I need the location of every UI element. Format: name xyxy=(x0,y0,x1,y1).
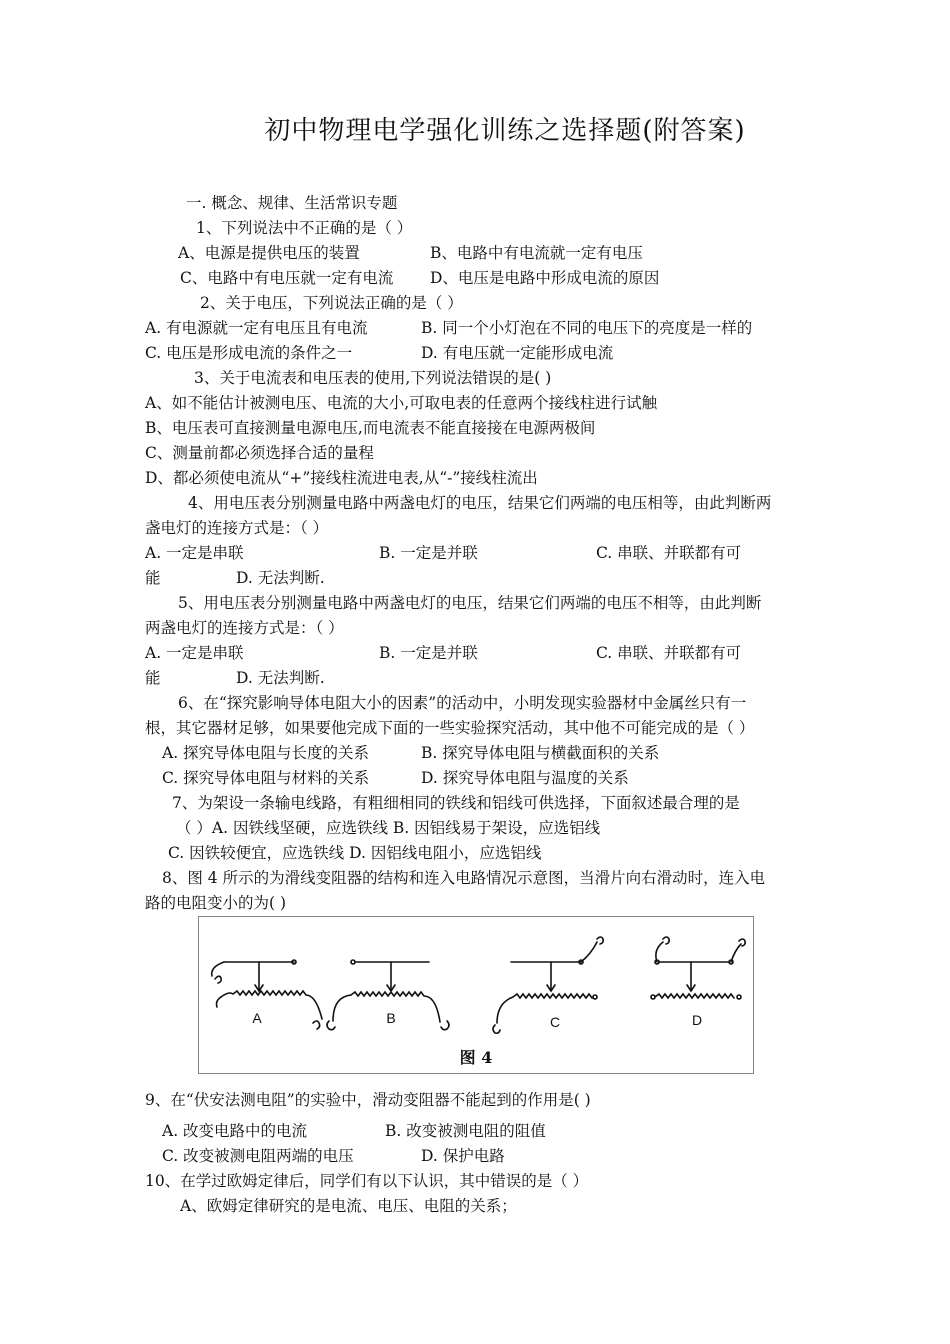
q1-option-b: B、电路中有电流就一定有电压 xyxy=(430,244,643,262)
q9-option-b: B. 改变被测电阻的阻值 xyxy=(385,1122,546,1140)
q1-option-d: D、电压是电路中形成电流的原因 xyxy=(430,269,660,287)
diagram-label-b: B xyxy=(386,1010,396,1026)
q2-option-b: B. 同一个小灯泡在不同的电压下的亮度是一样的 xyxy=(421,319,753,337)
diagram-label-c: C xyxy=(549,1014,561,1030)
q2-option-c: C. 电压是形成电流的条件之一 xyxy=(145,344,353,362)
q4-stem-line1: 4、用电压表分别测量电路中两盏电灯的电压，结果它们两端的电压相等，由此判断两 xyxy=(188,494,772,512)
q5-option-c: C. 串联、并联都有可 xyxy=(596,644,742,662)
q4-option-a: A. 一定是串联 xyxy=(145,544,244,562)
q1-option-c: C、电路中有电压就一定有电流 xyxy=(180,269,394,287)
q9-option-d: D. 保护电路 xyxy=(421,1147,505,1165)
q3-option-d: D、都必须使电流从“+”接线柱流进电表,从“-”接线柱流出 xyxy=(145,469,538,487)
q4-option-b: B. 一定是并联 xyxy=(379,544,478,562)
q6-stem-line1: 6、在“探究影响导体电阻大小的因素”的活动中，小明发现实验器材中金属丝只有一 xyxy=(178,694,747,712)
q9-stem: 9、在“伏安法测电阻”的实验中，滑动变阻器不能起到的作用是( ) xyxy=(145,1091,591,1109)
q3-stem: 3、关于电流表和电压表的使用,下列说法错误的是( ) xyxy=(194,369,552,387)
q6-option-b: B. 探究导体电阻与横截面积的关系 xyxy=(421,744,660,762)
q7-options-line1: （ ）A. 因铁线坚硬，应选铁线 B. 因铝线易于架设，应选铝线 xyxy=(176,819,601,837)
rheostat-a-diagram xyxy=(212,960,322,1029)
section-heading: 一. 概念、规律、生活常识专题 xyxy=(186,194,398,212)
q2-stem: 2、关于电压，下列说法正确的是（ ） xyxy=(200,294,463,312)
q9-option-a: A. 改变电路中的电流 xyxy=(162,1122,308,1140)
q5-option-b: B. 一定是并联 xyxy=(379,644,478,662)
q7-options-line2: C. 因铁较便宜，应选铁线 D. 因铝线电阻小，应选铝线 xyxy=(168,844,542,862)
q5-option-c-wrap: 能 xyxy=(145,669,161,687)
q5-stem-line1: 5、用电压表分别测量电路中两盏电灯的电压，结果它们两端的电压不相等，由此判断 xyxy=(178,594,762,612)
q2-option-d: D. 有电压就一定能形成电流 xyxy=(421,344,614,362)
q3-option-c: C、测量前都必须选择合适的量程 xyxy=(145,444,374,462)
q4-option-d: D. 无法判断. xyxy=(236,569,325,587)
q10-option-a: A、欧姆定律研究的是电流、电压、电阻的关系； xyxy=(180,1197,517,1215)
q5-stem-line2: 两盏电灯的连接方式是：（ ） xyxy=(145,619,344,637)
diagram-label-d: D xyxy=(691,1012,703,1028)
q1-option-a: A、电源是提供电压的装置 xyxy=(178,244,360,262)
q8-stem-line2: 路的电阻变小的为( ) xyxy=(145,894,287,912)
rheostat-figure xyxy=(198,916,754,1074)
q2-option-a: A. 有电源就一定有电压且有电流 xyxy=(145,319,368,337)
q10-stem: 10、在学过欧姆定律后，同学们有以下认识，其中错误的是（ ） xyxy=(145,1172,589,1190)
page-title: 初中物理电学强化训练之选择题(附答案) xyxy=(264,116,746,146)
q6-stem-line2: 根，其它器材足够，如果要他完成下面的一些实验探究活动，其中他不可能完成的是（ ） xyxy=(145,719,755,737)
q3-option-b: B、电压表可直接测量电源电压,而电流表不能直接接在电源两极间 xyxy=(145,419,596,437)
q6-option-c: C. 探究导体电阻与材料的关系 xyxy=(162,769,370,787)
q4-option-c: C. 串联、并联都有可 xyxy=(596,544,742,562)
q6-option-d: D. 探究导体电阻与温度的关系 xyxy=(421,769,629,787)
q1-stem: 1、下列说法中不正确的是（ ） xyxy=(196,219,413,237)
rheostat-c-diagram xyxy=(493,937,603,1033)
rheostat-d-diagram xyxy=(651,937,745,999)
q3-option-a: A、如不能估计被测电压、电流的大小,可取电表的任意两个接线柱进行试触 xyxy=(145,394,658,412)
q9-option-c: C. 改变被测电阻两端的电压 xyxy=(162,1147,354,1165)
q6-option-a: A. 探究导体电阻与长度的关系 xyxy=(162,744,370,762)
q5-option-a: A. 一定是串联 xyxy=(145,644,244,662)
q5-option-d: D. 无法判断. xyxy=(236,669,325,687)
figure-caption: 图 4 xyxy=(459,1048,493,1067)
diagram-label-a: A xyxy=(252,1010,262,1026)
q4-stem-line2: 盏电灯的连接方式是：（ ） xyxy=(145,519,329,537)
q7-stem: 7、为架设一条输电线路，有粗细相同的铁线和铝线可供选择，下面叙述最合理的是 xyxy=(172,794,740,812)
q8-stem-line1: 8、图 4 所示的为滑线变阻器的结构和连入电路情况示意图，当滑片向右滑动时，连入电 xyxy=(162,869,766,887)
q4-option-c-wrap: 能 xyxy=(145,569,161,587)
